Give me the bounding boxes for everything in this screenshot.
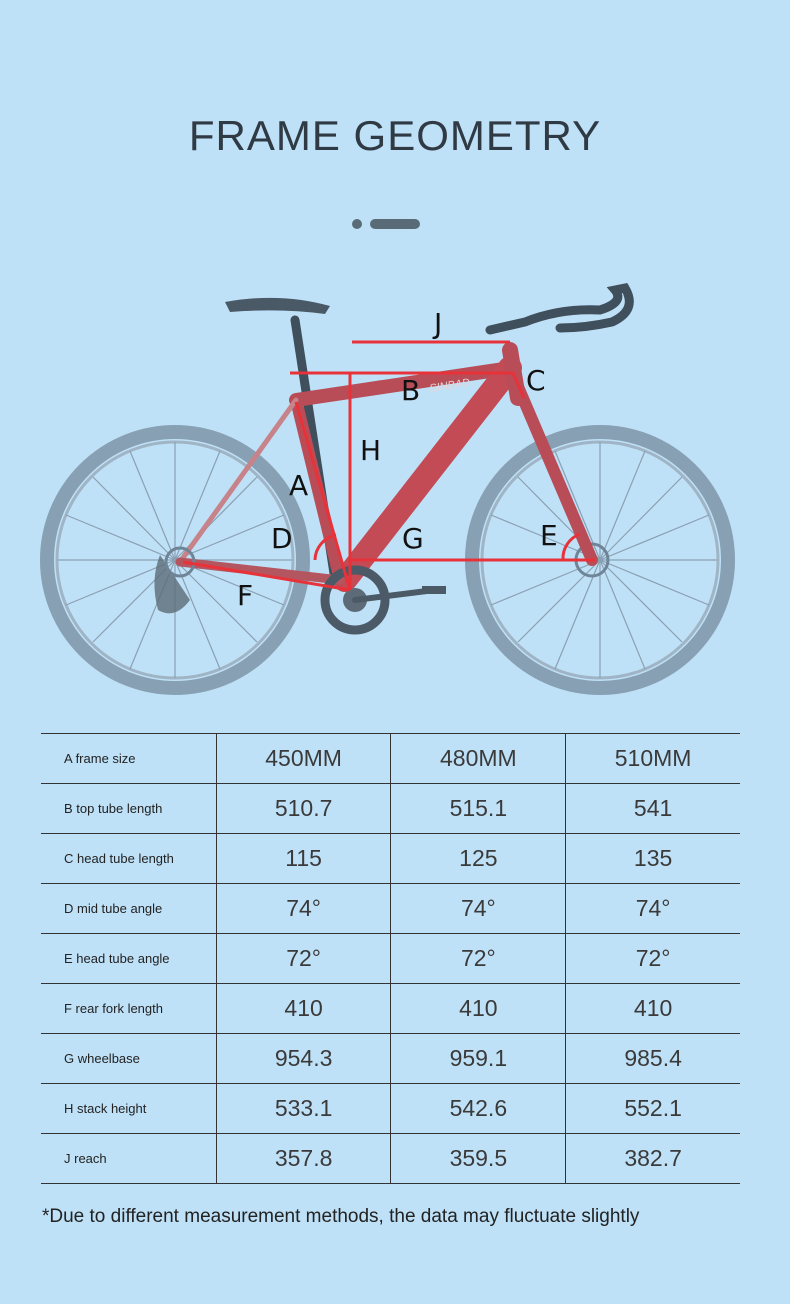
- carousel-dot[interactable]: [352, 219, 362, 229]
- cell-480: 480MM: [391, 734, 566, 784]
- table-row: [41, 884, 740, 934]
- cell-510: 74°: [566, 884, 740, 934]
- cell-480: 74°: [391, 884, 566, 934]
- table-row: [41, 934, 740, 984]
- table-row: [41, 1084, 740, 1134]
- label-h: H: [360, 434, 382, 467]
- table-row: [41, 734, 740, 784]
- cell-450: 357.8: [216, 1134, 391, 1184]
- cell-510: 541: [566, 784, 740, 834]
- label-g: G: [402, 522, 424, 555]
- frame-brand-logo: SINBAD: [428, 376, 471, 395]
- footnote: *Due to different measurement methods, the data may fluctuate slightly: [42, 1206, 640, 1227]
- row-label: B top tube length: [41, 784, 216, 834]
- cell-450: 74°: [216, 884, 391, 934]
- cell-510: 382.7: [566, 1134, 740, 1184]
- label-b: B: [401, 374, 421, 407]
- row-label: H stack height: [41, 1084, 216, 1134]
- cell-480: 542.6: [391, 1084, 566, 1134]
- cell-510: 72°: [566, 934, 740, 984]
- cell-510: 410: [566, 984, 740, 1034]
- label-e: E: [540, 519, 558, 552]
- cell-450: 450MM: [216, 734, 391, 784]
- cell-480: 359.5: [391, 1134, 566, 1184]
- cell-480: 125: [391, 834, 566, 884]
- row-label: C head tube length: [41, 834, 216, 884]
- bike-geometry-diagram: [40, 280, 760, 710]
- rear-wheel: [47, 432, 303, 688]
- cell-480: 72°: [391, 934, 566, 984]
- cell-450: 510.7: [216, 784, 391, 834]
- table-row: [41, 834, 740, 884]
- table-row: [41, 1034, 740, 1084]
- row-label: E head tube angle: [41, 934, 216, 984]
- cell-480: 515.1: [391, 784, 566, 834]
- row-label: F rear fork length: [41, 984, 216, 1034]
- cell-480: 410: [391, 984, 566, 1034]
- table-row: [41, 984, 740, 1034]
- row-label: J reach: [41, 1134, 216, 1184]
- cell-450: 115: [216, 834, 391, 884]
- row-label: D mid tube angle: [41, 884, 216, 934]
- cell-510: 510MM: [566, 734, 740, 784]
- cell-450: 72°: [216, 934, 391, 984]
- row-label: A frame size: [41, 734, 216, 784]
- row-label: G wheelbase: [41, 1034, 216, 1084]
- cell-450: 954.3: [216, 1034, 391, 1084]
- carousel-dot-active[interactable]: [370, 219, 420, 229]
- table-row: [41, 1134, 740, 1184]
- geometry-table: [41, 733, 740, 1184]
- table-row: [41, 784, 740, 834]
- cell-450: 533.1: [216, 1084, 391, 1134]
- cell-510: 985.4: [566, 1034, 740, 1084]
- label-d: D: [271, 522, 293, 555]
- label-a: A: [289, 469, 309, 502]
- cell-510: 135: [566, 834, 740, 884]
- label-c: C: [526, 364, 546, 397]
- page-title: FRAME GEOMETRY: [188, 112, 602, 159]
- cell-510: 552.1: [566, 1084, 740, 1134]
- cell-480: 959.1: [391, 1034, 566, 1084]
- cell-450: 410: [216, 984, 391, 1034]
- label-f: F: [237, 579, 254, 612]
- label-j: J: [434, 307, 443, 340]
